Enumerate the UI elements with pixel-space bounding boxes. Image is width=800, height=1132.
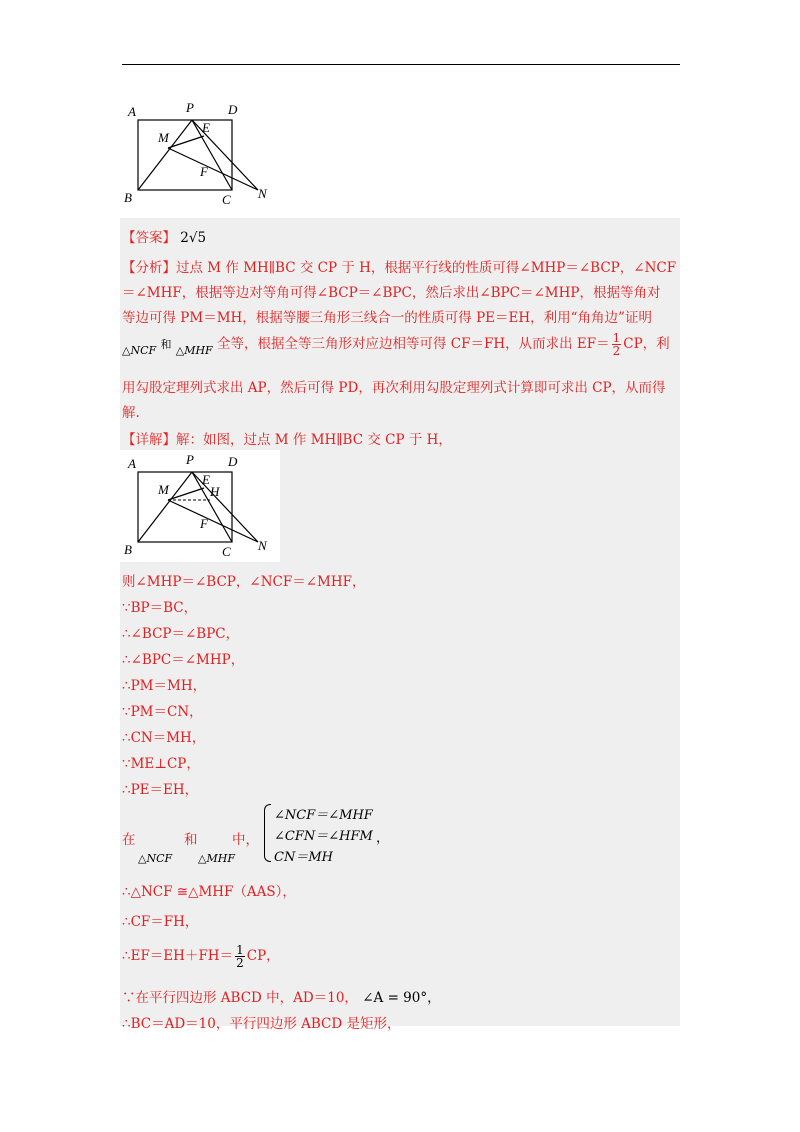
system-in-label: 在	[122, 832, 136, 848]
figure1-label-B: B	[124, 190, 132, 205]
analysis-text-4: 全等，根据全等三角形对应边相等可得 CF＝FH，从而求出 EF＝	[216, 336, 610, 352]
analysis-line-5: 用勾股定理列式求出 AP，然后可得 PD，再次利用勾股定理列式计算即可求出 CP，从而得	[122, 380, 666, 396]
figure2-label-B: B	[124, 542, 132, 557]
system-eq-3: CN＝MH	[274, 850, 333, 865]
fraction-den: 2	[612, 344, 621, 358]
detail-step-5: ∴PM＝MH，	[122, 678, 207, 694]
detail-intro: 解：如图，过点 M 作 MH∥BC 交 CP 于 H，	[176, 432, 452, 448]
figure2-label-P: P	[186, 452, 194, 467]
figure1-label-E: E	[202, 120, 210, 135]
detail-parallelogram-a: ∵在平行四边形 ABCD 中，AD＝10，	[122, 990, 358, 1006]
figure2-label-D: D	[228, 454, 238, 469]
detail-fraction-den: 2	[236, 956, 244, 970]
detail-parallelogram-b: ∠A = 90°，	[362, 990, 441, 1006]
geometry-figure-1	[120, 98, 280, 208]
analysis-tri-mhf: △MHF	[175, 344, 213, 357]
analysis-line-1	[122, 256, 676, 276]
figure2-label-N: N	[258, 538, 267, 553]
analysis-text-4b: CP，利	[623, 336, 670, 352]
detail-step-3: ∴∠BCP＝∠BPC，	[122, 626, 240, 642]
detail-step-1: 则∠MHP＝∠BCP，∠NCF＝∠MHF，	[122, 574, 366, 590]
geometry-figure-2	[120, 450, 280, 562]
analysis-and: 和	[160, 338, 172, 351]
figure2-label-E: E	[202, 472, 210, 487]
header-rule	[122, 64, 680, 65]
analysis-line-6: 解.	[122, 405, 140, 421]
system-mid-label: 中，	[232, 832, 259, 848]
detail-fraction-num: 1	[236, 943, 244, 957]
figure1-label-M: M	[158, 130, 169, 145]
detail-step-2: ∵BP＝BC，	[122, 600, 198, 616]
detail-step-4: ∴∠BPC＝∠MHP，	[122, 652, 245, 668]
system-end: ，	[376, 830, 390, 846]
detail-congruent: ∴△NCF ≅△MHF（AAS），	[122, 884, 296, 900]
analysis-text-1: 过点 M 作 MH∥BC 交 CP 于 H，根据平行线的性质可得∠MHP＝∠BCP，∠NCF	[176, 260, 677, 276]
figure1-label-C: C	[222, 192, 231, 207]
detail-parallelogram	[122, 986, 441, 1006]
analysis-line-3: 等边可得 PM＝MH，根据等腰三角形三线合一的性质可得 PE＝EH，利用“角角边”证明	[122, 310, 652, 326]
figure1-label-P: P	[186, 100, 194, 115]
analysis-tag: 【分析】	[122, 260, 176, 276]
figure2-label-M: M	[158, 482, 169, 497]
detail-ef-b: CP，	[246, 948, 280, 964]
detail-step-9: ∴PE＝EH，	[122, 782, 199, 798]
system-eq-2: ∠CFN＝∠HFM	[274, 829, 373, 844]
system-tri-mhf: △MHF	[198, 852, 235, 865]
detail-step-8: ∵ME⊥CP，	[122, 756, 200, 772]
detail-tag: 【详解】	[122, 432, 176, 448]
answer-tag: 【答案】	[122, 230, 176, 246]
analysis-line-4	[122, 331, 670, 363]
figure2-label-C: C	[222, 544, 231, 559]
detail-ef-a: ∴EF＝EH＋FH＝	[122, 948, 234, 964]
answer-value: 2√5	[180, 230, 207, 246]
system-brace	[264, 804, 271, 862]
detail-ef-line	[122, 944, 280, 969]
figure1-label-F: F	[200, 164, 208, 179]
figure1-label-D: D	[228, 102, 238, 117]
system-tri-ncf: △NCF	[138, 852, 173, 865]
figure1-label-A: A	[128, 104, 136, 119]
detail-ef-fraction	[235, 944, 245, 969]
figure1-label-N: N	[258, 186, 267, 201]
detail-rectangle: ∴BC＝AD＝10，平行四边形 ABCD 是矩形，	[122, 1016, 401, 1032]
system-eq-1: ∠NCF＝∠MHF	[274, 808, 373, 823]
figure2-label-H: H	[210, 484, 220, 499]
answer-line	[122, 226, 206, 246]
figure2-label-A: A	[128, 456, 136, 471]
detail-line-intro	[122, 428, 452, 448]
system-and-label: 和	[184, 832, 198, 848]
detail-cf-fh: ∴CF＝FH，	[122, 914, 199, 930]
fraction-num: 1	[612, 331, 621, 345]
figure2-label-F: F	[200, 516, 208, 531]
analysis-line-2: ＝∠MHF，根据等边对等角可得∠BCP＝∠BPC，然后求出∠BPC＝∠MHP，根据等角对	[122, 285, 661, 301]
analysis-fraction	[612, 332, 622, 357]
detail-step-6: ∵PM＝CN，	[122, 704, 203, 720]
detail-step-7: ∴CN＝MH，	[122, 730, 206, 746]
analysis-tri-ncf: △NCF	[122, 344, 157, 357]
